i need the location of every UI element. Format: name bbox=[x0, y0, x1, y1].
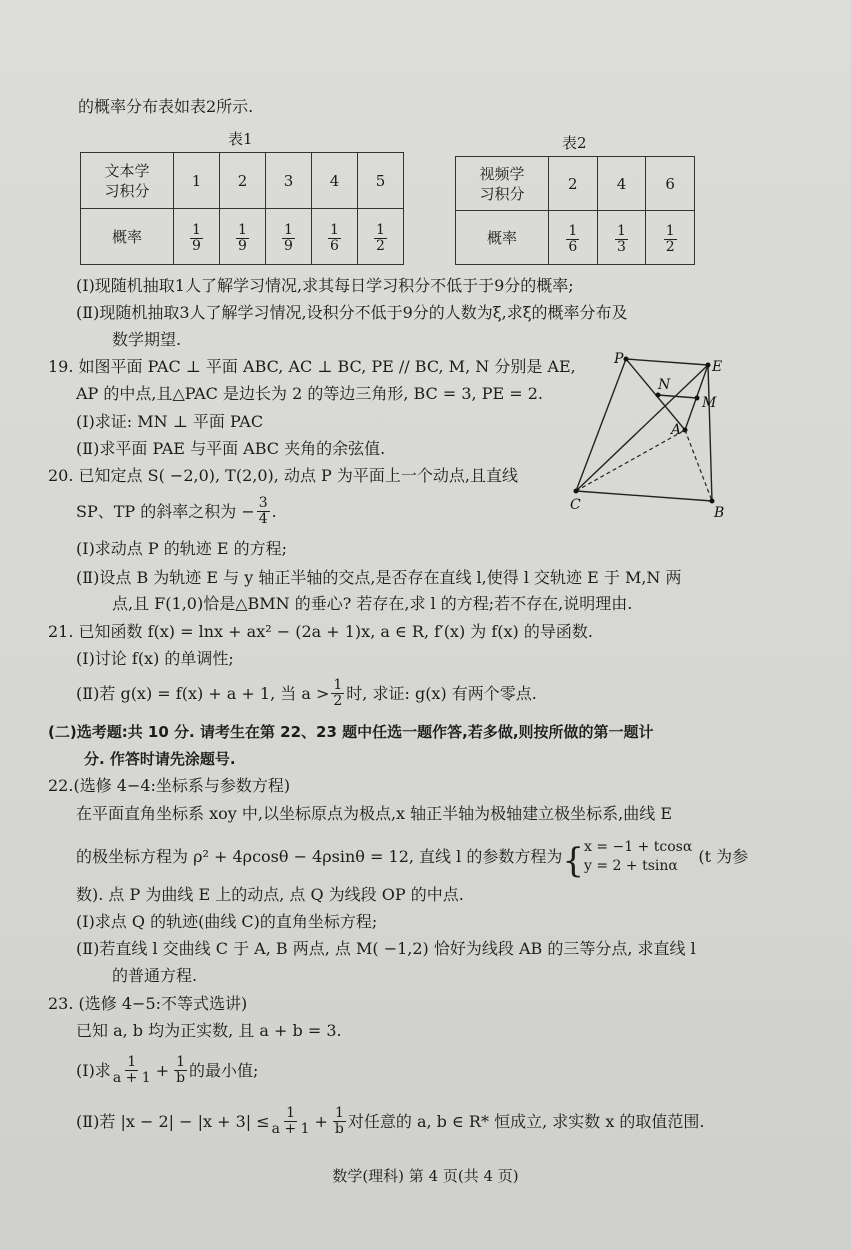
table1-score: 1 bbox=[174, 153, 220, 209]
q19-line1: 19. 如图平面 PAC ⊥ 平面 ABC, AC ⊥ BC, PE // BC, M, N 分别是 AE, bbox=[48, 357, 576, 376]
q22-line4: 数). 点 P 为曲线 E 上的动点, 点 Q 为线段 OP 的中点. bbox=[76, 885, 464, 904]
edge-CE bbox=[576, 365, 708, 491]
table1 bbox=[80, 152, 404, 265]
q22-line3: 的极坐标方程为 ρ² + 4ρcosθ − 4ρsinθ = 12, 直线 l 的参数方程为 { x = −1 + tcosα y = 2 + tsinα (t 为参 bbox=[76, 839, 749, 881]
q22-part2: (Ⅱ)若直线 l 交曲线 C 于 A, B 两点, 点 M( −1,2) 恰好为线段 AB 的三等分点, 求直线 l bbox=[76, 939, 696, 958]
q23-line1: 23. (选修 4−5:不等式选讲) bbox=[48, 994, 248, 1013]
table2-prob: $\frac{1}{2}$ bbox=[646, 211, 695, 265]
table2-score: 4 bbox=[597, 157, 646, 211]
table1-score: 3 bbox=[266, 153, 312, 209]
q23-line2: 已知 a, b 均为正实数, 且 a + b = 3. bbox=[76, 1021, 342, 1040]
q20-line2: SP、TP 的斜率之积为 − $\frac{3}{4}$ . bbox=[76, 495, 277, 527]
q21-line1: 21. 已知函数 f(x) = lnx + ax² − (2a + 1)x, a ∈ R, f′(x) 为 f(x) 的导函数. bbox=[48, 622, 593, 641]
geometry-figure bbox=[560, 345, 740, 520]
page-footer: 数学(理科) 第 4 页(共 4 页) bbox=[332, 1167, 519, 1185]
table1-caption: 表1 bbox=[228, 130, 253, 148]
table1-prob: $\frac{1}{9}$ bbox=[174, 209, 220, 265]
edge-NM bbox=[658, 395, 697, 398]
label-E: E bbox=[712, 359, 723, 375]
table1-score: 2 bbox=[220, 153, 266, 209]
edge-AB-dashed bbox=[685, 430, 712, 501]
point-A bbox=[683, 428, 688, 433]
section2-line1: (二)选考题:共 10 分. 请考生在第 22、23 题中任选一题作答,若多做,则按所做的第一题计 bbox=[48, 723, 654, 741]
point-N bbox=[656, 393, 661, 398]
label-B: B bbox=[714, 505, 725, 520]
label-M: M bbox=[702, 395, 717, 411]
q20-part1: (Ⅰ)求动点 P 的轨迹 E 的方程; bbox=[76, 539, 287, 558]
edge-PC bbox=[576, 359, 626, 491]
q19-line2: AP 的中点,且△PAC 是边长为 2 的等边三角形, BC = 3, PE = 2. bbox=[76, 384, 544, 403]
q19-part1: (Ⅰ)求证: MN ⊥ 平面 PAC bbox=[76, 412, 264, 431]
q23-part2: (Ⅱ)若 |x − 2| − |x + 3| ≤ $\frac{1}{a + 1}$ + $\frac{1}{b}$ 对任意的 a, b ∈ R* 恒成立, 求实数 x 的取值范围. bbox=[76, 1105, 705, 1137]
q20-line1: 20. 已知定点 S( −2,0), T(2,0), 动点 P 为平面上一个动点,且直线 bbox=[48, 466, 518, 485]
label-A: A bbox=[671, 422, 682, 438]
table2-row-header-prob: 概率 bbox=[456, 211, 549, 265]
table1-score: 5 bbox=[358, 153, 404, 209]
table1-row-header-score: 文本学 习积分 bbox=[81, 153, 174, 209]
label-P: P bbox=[614, 351, 624, 367]
q18-part1: (Ⅰ)现随机抽取1人了解学习情况,求其每日学习积分不低于于9分的概率; bbox=[76, 276, 574, 295]
param-system: x = −1 + tcosα y = 2 + tsinα bbox=[583, 839, 693, 874]
table1-row-header-prob: 概率 bbox=[81, 209, 174, 265]
table1-prob: $\frac{1}{9}$ bbox=[220, 209, 266, 265]
table2-row-header-score: 视频学 习积分 bbox=[456, 157, 549, 211]
edge-CB bbox=[576, 491, 712, 501]
q21-part2: (Ⅱ)若 g(x) = f(x) + a + 1, 当 a > $\frac{1}{2}$ 时, 求证: g(x) 有两个零点. bbox=[76, 677, 537, 709]
q20-part2-cont: 点,且 F(1,0)恰是△BMN 的垂心? 若存在,求 l 的方程;若不存在,说明理由. bbox=[112, 594, 633, 613]
label-N: N bbox=[658, 377, 671, 393]
point-M bbox=[695, 396, 700, 401]
edge-PE bbox=[626, 359, 708, 365]
point-P bbox=[624, 357, 629, 362]
q19-part2: (Ⅱ)求平面 PAE 与平面 ABC 夹角的余弦值. bbox=[76, 439, 386, 458]
table2-caption: 表2 bbox=[562, 134, 587, 152]
intro-line: 的概率分布表如表2所示. bbox=[78, 97, 254, 116]
q20-part2: (Ⅱ)设点 B 为轨迹 E 与 y 轴正半轴的交点,是否存在直线 l,使得 l 交轨迹 E 于 M,N 两 bbox=[76, 568, 682, 587]
q22-part2-cont: 的普通方程. bbox=[112, 966, 198, 985]
point-B bbox=[710, 499, 715, 504]
q22-line1: 22.(选修 4−4:坐标系与参数方程) bbox=[48, 776, 291, 795]
q18-part2-cont: 数学期望. bbox=[112, 330, 182, 349]
q18-part2: (Ⅱ)现随机抽取3人了解学习情况,设积分不低于9分的人数为ξ,求ξ的概率分布及 bbox=[76, 303, 628, 322]
q22-part1: (Ⅰ)求点 Q 的轨迹(曲线 C)的直角坐标方程; bbox=[76, 912, 378, 931]
table2 bbox=[455, 156, 695, 265]
point-C bbox=[574, 489, 579, 494]
table2-score: 2 bbox=[549, 157, 598, 211]
table2-prob: $\frac{1}{6}$ bbox=[549, 211, 598, 265]
table1-prob: $\frac{1}{9}$ bbox=[266, 209, 312, 265]
q22-line2: 在平面直角坐标系 xoy 中,以坐标原点为极点,x 轴正半轴为极轴建立极坐标系,曲线 E bbox=[76, 804, 673, 823]
table1-score: 4 bbox=[312, 153, 358, 209]
edge-EB bbox=[708, 365, 712, 501]
system-brace: { bbox=[562, 841, 584, 881]
table2-prob: $\frac{1}{3}$ bbox=[597, 211, 646, 265]
table2-score: 6 bbox=[646, 157, 695, 211]
section2-line2: 分. 作答时请先涂题号. bbox=[84, 750, 236, 768]
table1-prob: $\frac{1}{6}$ bbox=[312, 209, 358, 265]
q21-part1: (Ⅰ)讨论 f(x) 的单调性; bbox=[76, 649, 234, 668]
q23-part1: (Ⅰ)求 $\frac{1}{a + 1}$ + $\frac{1}{b}$ 的最小值; bbox=[76, 1054, 259, 1086]
point-E bbox=[706, 363, 711, 368]
table1-prob: $\frac{1}{2}$ bbox=[358, 209, 404, 265]
label-C: C bbox=[570, 497, 581, 513]
